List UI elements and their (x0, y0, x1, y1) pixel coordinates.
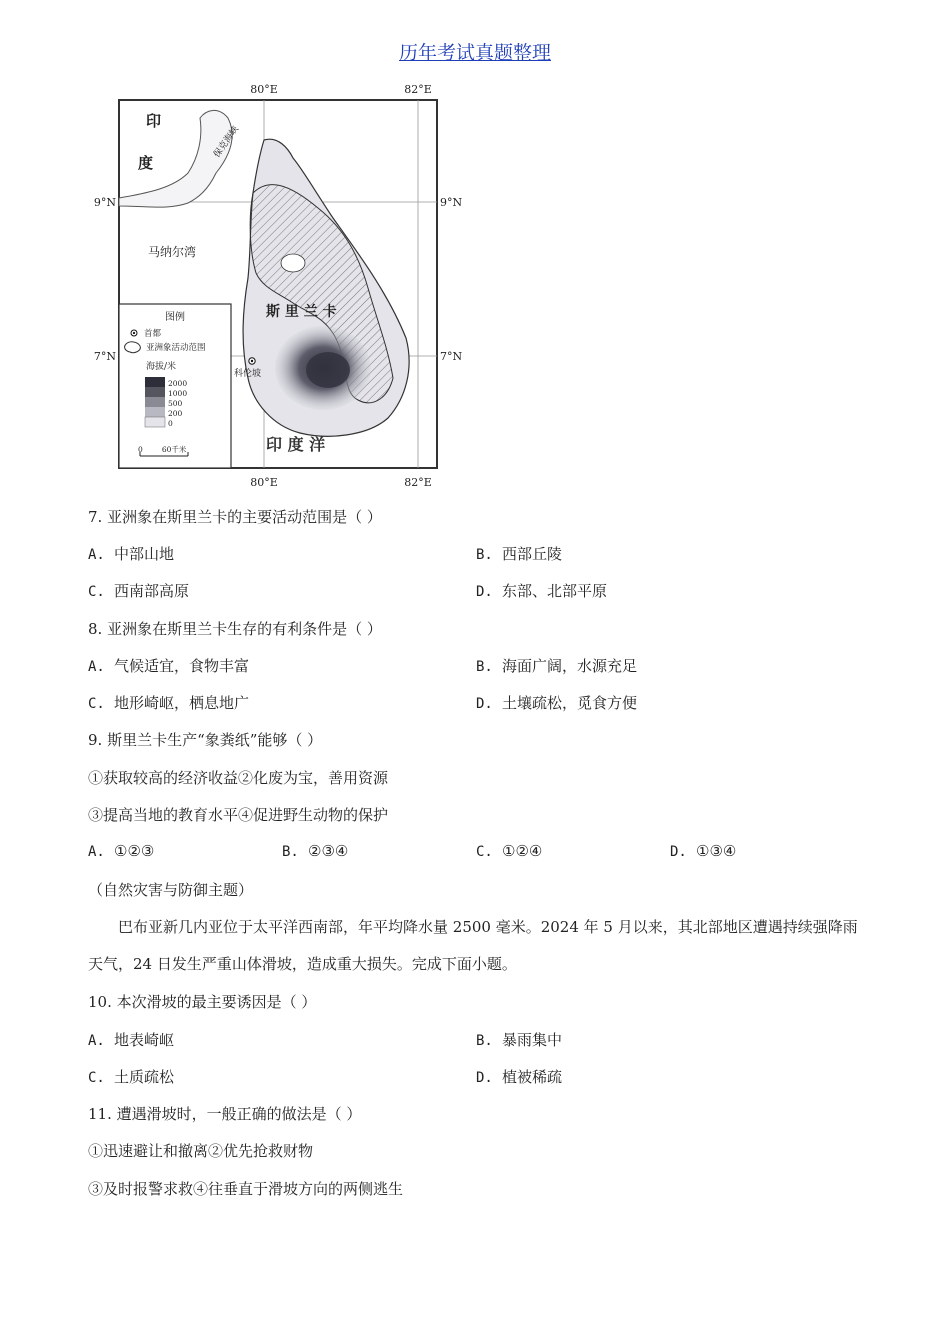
q9-statements-1: ①获取较高的经济收益②化废为宝，善用资源 (88, 769, 389, 787)
sri-lanka-map (88, 78, 473, 490)
lon-label-82-bottom: 82°E (404, 476, 432, 489)
q11-statements-1: ①迅速避让和撤离②优先抢救财物 (88, 1142, 314, 1160)
option-text: 气候适宜，食物丰富 (114, 657, 250, 675)
q7-option-c[interactable] (88, 580, 189, 601)
lat-label-9: 9°N (93, 196, 116, 209)
lon-label-80: 80°E (250, 83, 278, 96)
q9-stem: 9. 斯里兰卡生产“象粪纸”能够（ ） (88, 731, 323, 749)
q10-stem: 10. 本次滑坡的最主要诱因是（ ） (88, 993, 317, 1011)
header-link[interactable]: 历年考试真题整理 (398, 42, 551, 64)
q8-option-a[interactable] (88, 655, 249, 676)
option-text: ①③④ (696, 842, 737, 860)
lon-label-80-bottom: 80°E (250, 476, 278, 489)
legend-level-0: 0 (168, 419, 173, 428)
label-palk: 保克海峡 (212, 124, 242, 160)
option-text: 植被稀疏 (502, 1068, 563, 1086)
q7-stem: 7. 亚洲象在斯里兰卡的主要活动范围是（ ） (88, 508, 382, 526)
option-letter: A. (88, 844, 105, 860)
q9-option-b[interactable] (282, 842, 348, 860)
label-mannar: 马纳尔湾 (148, 245, 197, 259)
legend-level-2000: 2000 (168, 379, 188, 388)
legend-title: 图例 (165, 312, 185, 323)
option-letter: A. (88, 659, 105, 675)
option-letter: B. (476, 1033, 493, 1049)
legend-elevation-title: 海拔/米 (146, 362, 177, 372)
option-letter: D. (476, 1070, 493, 1086)
lat-label-7: 7°N (93, 350, 116, 363)
q9-statements-2: ③提高当地的教育水平④促进野生动物的保护 (88, 806, 389, 824)
option-letter: D. (476, 584, 493, 600)
option-letter: B. (476, 659, 493, 675)
option-text: 土质疏松 (114, 1068, 175, 1086)
option-letter: A. (88, 547, 105, 563)
legend-capital: 首都 (144, 329, 162, 339)
option-text: 海面广阔，水源充足 (502, 657, 638, 675)
option-text: 地表崎岖 (114, 1031, 175, 1049)
label-colombo: 科伦坡 (234, 369, 262, 379)
section-title: （自然灾害与防御主题） (88, 881, 254, 899)
q8-option-d[interactable] (476, 692, 637, 713)
q8-stem: 8. 亚洲象在斯里兰卡生存的有利条件是（ ） (88, 620, 382, 638)
q10-option-c[interactable] (88, 1066, 174, 1087)
q10-option-b[interactable] (476, 1029, 562, 1050)
option-letter: A. (88, 1033, 105, 1049)
map-legend (119, 304, 231, 468)
option-text: 中部山地 (114, 545, 175, 563)
option-text: ①②③ (114, 842, 155, 860)
option-text: 地形崎岖，栖息地广 (114, 694, 250, 712)
q9-option-a[interactable] (88, 842, 154, 860)
legend-level-200: 200 (168, 409, 183, 418)
label-ocean: 印 度 洋 (266, 435, 326, 454)
lat-label-7-right: 7°N (440, 350, 463, 363)
option-letter: D. (476, 696, 493, 712)
option-letter: D. (670, 844, 687, 860)
legend-level-500: 500 (168, 399, 183, 408)
option-letter: B. (282, 844, 299, 860)
lat-label-9-right: 9°N (440, 196, 463, 209)
option-text: 暴雨集中 (502, 1031, 563, 1049)
q7-option-b[interactable] (476, 543, 562, 564)
legend-level-1000: 1000 (168, 389, 188, 398)
q11-statements-2: ③及时报警求救④往垂直于滑坡方向的两侧逃生 (88, 1180, 404, 1198)
legend-scale: 0 60千米 (138, 445, 187, 454)
option-letter: C. (476, 844, 493, 860)
option-letter: C. (88, 696, 105, 712)
q9-option-d[interactable] (670, 842, 736, 860)
option-letter: C. (88, 584, 105, 600)
option-text: ①②④ (502, 842, 543, 860)
option-text: 土壤疏松，觅食方便 (502, 694, 638, 712)
lon-label-82: 82°E (404, 83, 432, 96)
q10-option-d[interactable] (476, 1066, 562, 1087)
label-india-2: 度 (138, 154, 154, 172)
label-india-1: 印 (146, 112, 162, 130)
q11-stem: 11. 遭遇滑坡时，一般正确的做法是（ ） (88, 1105, 362, 1123)
option-text: 东部、北部平原 (502, 582, 608, 600)
label-srilanka: 斯 里 兰 卡 (266, 304, 337, 320)
q9-option-c[interactable] (476, 842, 542, 860)
option-text: ②③④ (308, 842, 349, 860)
q8-option-c[interactable] (88, 692, 249, 713)
q10-option-a[interactable] (88, 1029, 174, 1050)
q8-option-b[interactable] (476, 655, 637, 676)
option-letter: B. (476, 547, 493, 563)
legend-elephant-range: 亚洲象活动范围 (146, 343, 206, 353)
option-letter: C. (88, 1070, 105, 1086)
option-text: 西部丘陵 (502, 545, 563, 563)
q7-option-a[interactable] (88, 543, 174, 564)
option-text: 西南部高原 (114, 582, 190, 600)
q7-option-d[interactable] (476, 580, 607, 601)
section-paragraph: 巴布亚新几内亚位于太平洋西南部，年平均降水量 2500 毫米。2024 年 5 月以来，其北部地区遭遇持续强降雨天气，24 日发生严重山体滑坡，造成重大损失。完成下面小题。 (88, 918, 858, 973)
